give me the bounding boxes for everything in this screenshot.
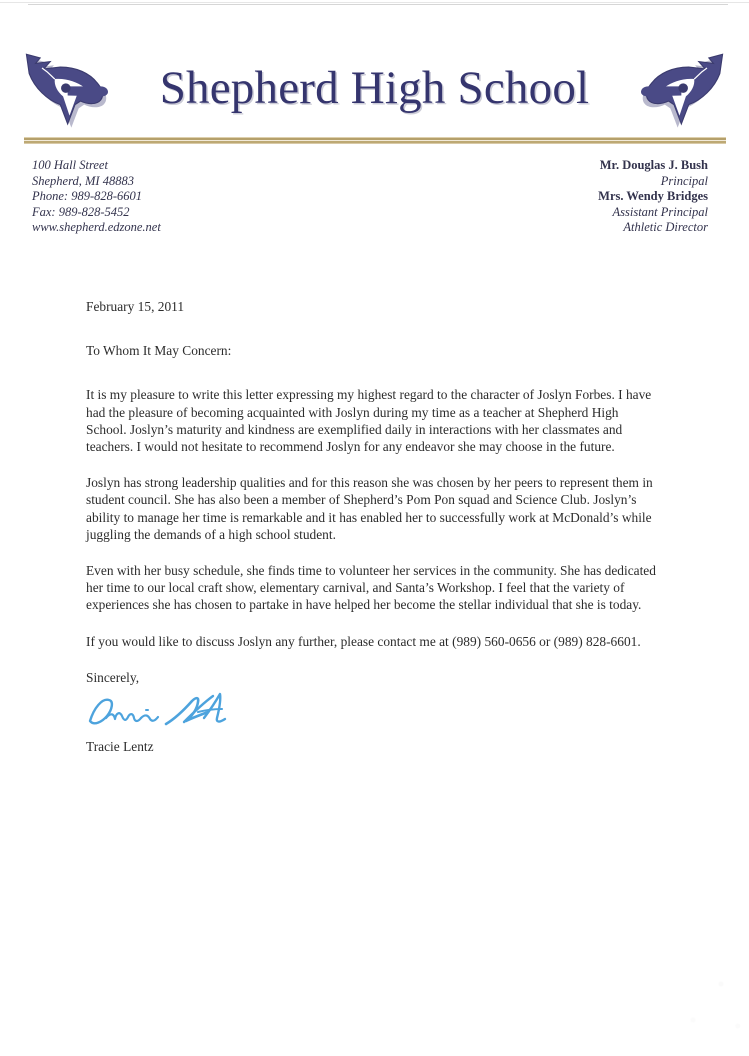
assistant-principal-title: Assistant Principal [612,204,708,219]
letter-closing: Sincerely, [86,669,140,685]
principal-title: Principal [660,173,708,188]
letter-date: February 15, 2011 [86,299,185,314]
address-website[interactable]: www.shepherd.edzone.net [32,220,161,235]
address-phone: Phone: 989-828-6601 [32,189,143,204]
assistant-principal-name: Mrs. Wendy Bridges [598,189,708,204]
scan-edge-line-outer [0,2,749,3]
scan-edge-line [28,4,728,5]
handwritten-signature [80,688,270,738]
letter-paragraph-2: Joslyn has strong leadership qualities and for this reason she was chosen by her peers to represent them in student council. She has also been a member of Shepherd’s Pom Pon squad and Science Club. Joslyn’s ability to manage her time is remarkable and it has enabled her to successfully work at McDonald’s while juggling the demands of a high school student. [86,475,653,542]
letterhead-divider-rule [24,137,726,144]
principal-name: Mr. Douglas J. Bush [599,158,708,172]
blue-jay-mascot-logo-right [639,46,731,134]
staff-directory-block [598,158,708,236]
letter-paragraph-1: It is my pleasure to write this letter expressing my highest regard to the character of Joslyn Forbes. I have had the pleasure of becoming acquainted with Joslyn during my time as a teacher at Shepherd High School. Joslyn’s maturity and kindness are exemplified daily in interactions with her classmates and teachers. I would not hesitate to recommend Joslyn for any endeavor she may choose in the future. [86,387,652,455]
address-city-state-zip: Shepherd, MI 48883 [32,173,134,188]
letterhead [0,40,749,140]
scan-noise-artifact [609,936,749,1056]
signer-printed-name: Tracie Lentz [86,739,154,755]
athletic-director-title: Athletic Director [623,220,708,235]
address-fax: Fax: 989-828-5452 [32,204,130,219]
letter-paragraph-4: If you would like to discuss Joslyn any further, please contact me at (989) 560-0656 or (989) 828-6601. [86,633,641,649]
letter-salutation: To Whom It May Concern: [86,343,232,359]
letter-paragraph-3: Even with her busy schedule, she finds time to volunteer her services in the community. She has dedicated her time to our local craft show, elementary carnival, and Santa’s Workshop. I feel that the variety of experiences she has chosen to partake in have helped her become the stellar individual that she is today. [86,563,656,613]
address-street: 100 Hall Street [32,158,108,172]
page-title: Shepherd High School [159,62,590,114]
school-address-block [32,158,161,236]
letter-body [86,298,661,755]
